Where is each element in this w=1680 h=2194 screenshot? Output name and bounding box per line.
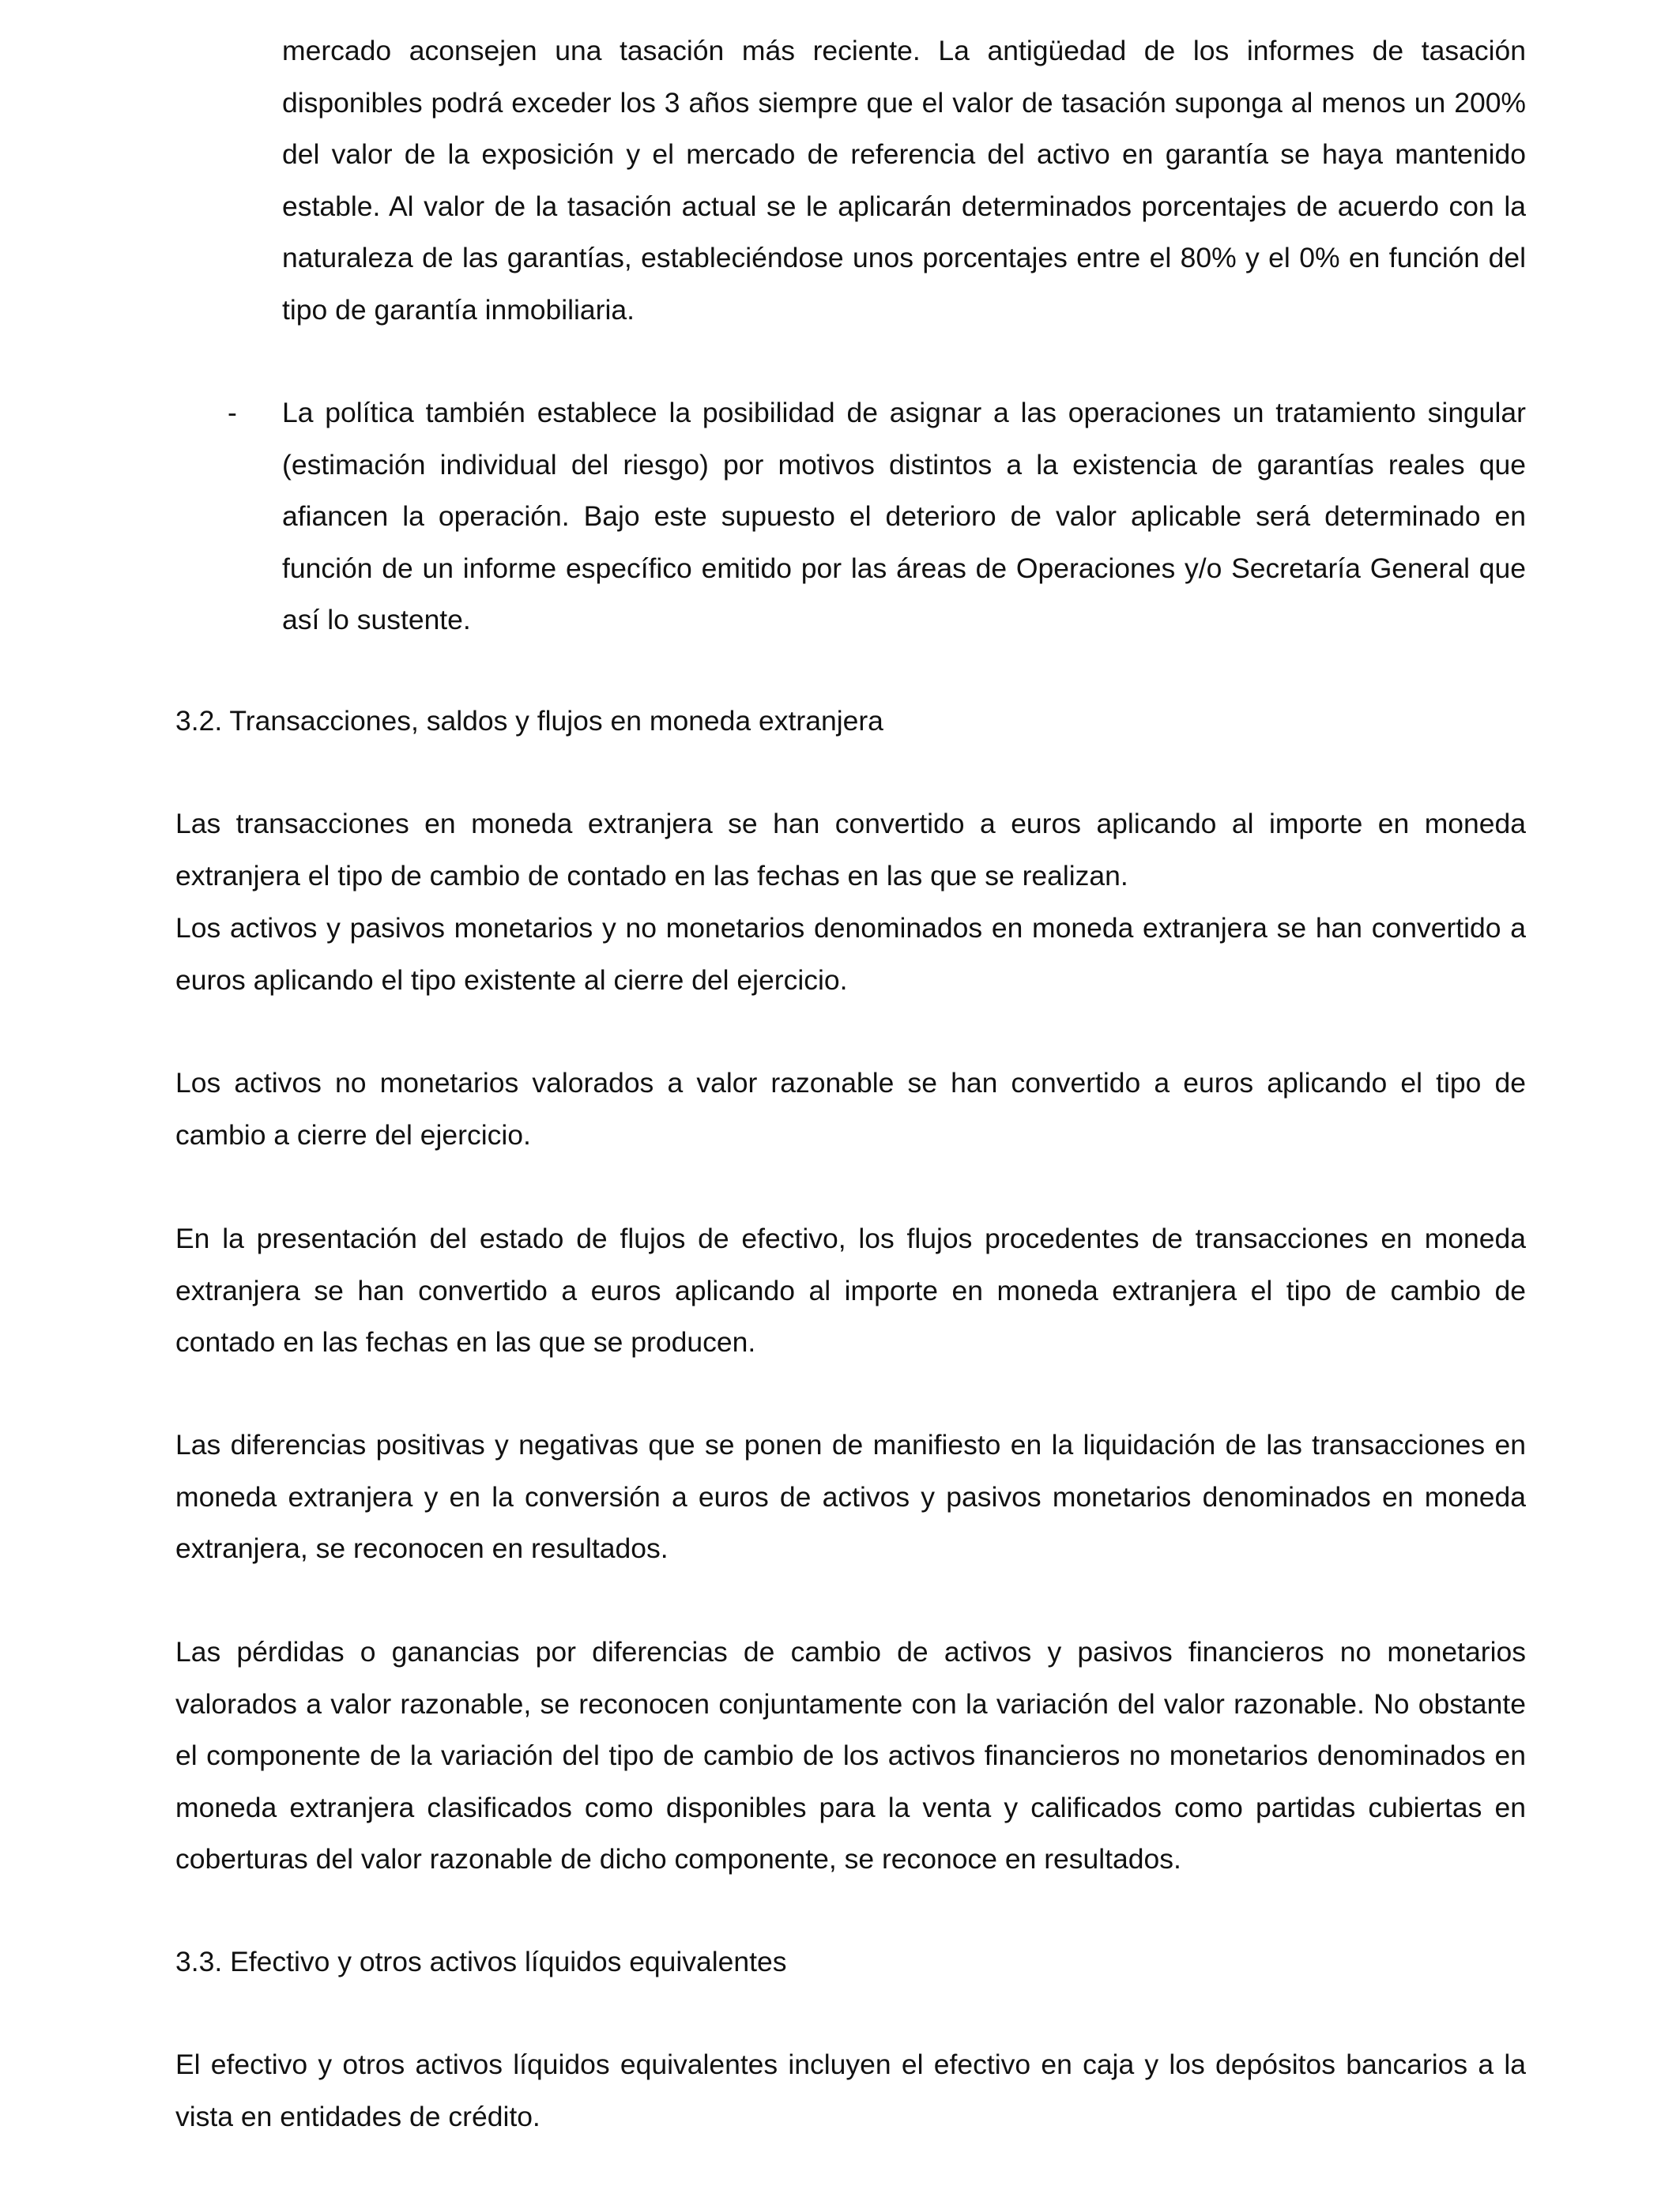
- section-3-3-heading: 3.3. Efectivo y otros activos líquidos equivalentes: [175, 1946, 787, 1977]
- paragraph-non-monetary-assets: Los activos no monetarios valorados a valor razonable se han convertido a euros aplicando el tipo de cambio a cierre del ejercicio.: [175, 1067, 1526, 1151]
- bullet-continuation-paragraph: mercado aconsejen una tasación más reciente. La antigüedad de los informes de tasación disponibles podrá exceder los 3 años siempre que el valor de tasación suponga al menos un 200% del valor de la exposición y el mercado de referencia del activo en garantía se haya mantenido estable. Al valor de la tasación actual se le aplicarán determinados porcentajes de acuerdo con la naturaleza de las garantías, estableciéndose unos porcentajes entre el 80% y el 0% en función del tipo de garantía inmobiliaria.: [282, 35, 1526, 326]
- section-3-2-heading: 3.2. Transacciones, saldos y flujos en moneda extranjera: [175, 705, 883, 737]
- paragraph-transactions: Las transacciones en moneda extranjera se han convertido a euros aplicando al importe en moneda extranjera el tipo de cambio de contado en las fechas en las que se realizan.: [175, 808, 1526, 892]
- paragraph-gains-losses: Las pérdidas o ganancias por diferencias de cambio de activos y pasivos financieros no monetarios valorados a valor razonable, se reconocen conjuntamente con la variación del valor razonable. No obstante el componente de la variación del tipo de cambio de los activos financieros no monetarios denominados en moneda extranjera clasificados como disponibles para la venta y calificados como partidas cubiertas en coberturas del valor razonable de dicho componente, se reconoce en resultados.: [175, 1636, 1526, 1875]
- paragraph-monetary-assets: Los activos y pasivos monetarios y no monetarios denominados en moneda extranjera se han convertido a euros aplicando el tipo existente al cierre del ejercicio.: [175, 912, 1526, 996]
- paragraph-cash-flows: En la presentación del estado de flujos de efectivo, los flujos procedentes de transacciones en moneda extranjera se han convertido a euros aplicando al importe en moneda extranjera el tipo de cambio de contado en las fechas en las que se producen.: [175, 1223, 1526, 1359]
- paragraph-cash-equivalents: El efectivo y otros activos líquidos equivalentes incluyen el efectivo en caja y los depósitos bancarios a la vista en entidades de crédito.: [175, 2049, 1526, 2132]
- bullet-marker: -: [228, 397, 237, 428]
- paragraph-exchange-differences: Las diferencias positivas y negativas que se ponen de manifiesto en la liquidación de las transacciones en moneda extranjera y en la conversión a euros de activos y pasivos monetarios denominados en moneda extranjera, se reconocen en resultados.: [175, 1429, 1526, 1565]
- bullet-item-paragraph: La política también establece la posibilidad de asignar a las operaciones un tratamiento singular (estimación individual del riesgo) por motivos distintos a la existencia de garantías reales que afiancen la operación. Bajo este supuesto el deterioro de valor aplicable será determinado en función de un informe específico emitido por las áreas de Operaciones y/o Secretaría General que así lo sustente.: [282, 397, 1526, 636]
